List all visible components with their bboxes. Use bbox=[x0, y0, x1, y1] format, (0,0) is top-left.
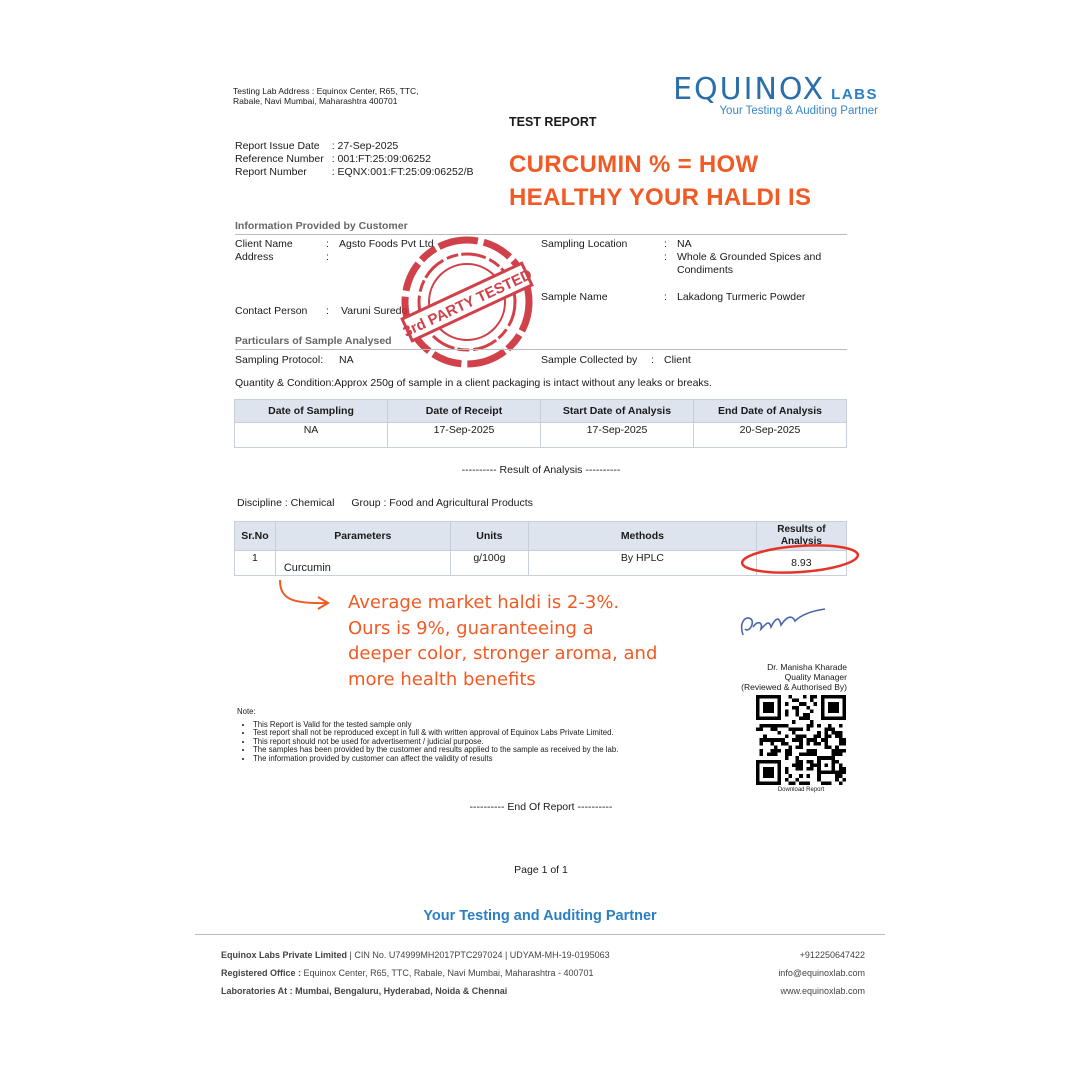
table-cell: 20-Sep-2025 bbox=[694, 423, 847, 448]
colon: : bbox=[326, 305, 329, 317]
annotation-line: Ours is 9%, guaranteeing a bbox=[348, 617, 594, 639]
table-cell: 17-Sep-2025 bbox=[541, 423, 694, 448]
table-header: Units bbox=[450, 522, 528, 551]
meta-label: Report Number bbox=[235, 166, 307, 178]
note-label: Note: bbox=[237, 707, 256, 716]
table-cell: 8.93 bbox=[756, 551, 846, 576]
contact-label: Contact Person bbox=[235, 305, 308, 317]
table-header: Sr.No bbox=[235, 522, 276, 551]
company-details: | CIN No. U74999MH2017PTC297024 | UDYAM-MH-19-0195063 bbox=[347, 950, 610, 960]
group-text: Group : Food and Agricultural Products bbox=[351, 497, 533, 509]
footer-tagline: Your Testing and Auditing Partner bbox=[423, 908, 657, 924]
page-number: Page 1 of 1 bbox=[514, 864, 568, 876]
table-header: Start Date of Analysis bbox=[541, 400, 694, 423]
colon: : bbox=[664, 238, 667, 250]
contact-value: Varuni Suredo bbox=[341, 305, 408, 317]
quantity-condition: Quantity & Condition:Approx 250g of sample in a client packaging is intact without any leaks or breaks. bbox=[235, 377, 712, 389]
signatory-role: Quality Manager bbox=[784, 672, 847, 682]
email-link[interactable]: info@equinoxlab.com bbox=[778, 968, 865, 978]
phone-number[interactable]: +912250647422 bbox=[799, 950, 865, 960]
footer-contact bbox=[778, 946, 865, 1000]
table-cell: By HPLC bbox=[529, 551, 757, 576]
collected-value: Client bbox=[664, 354, 691, 366]
result-heading: ---------- Result of Analysis ---------- bbox=[461, 464, 621, 476]
colon: : bbox=[326, 251, 329, 263]
table-cell: NA bbox=[235, 423, 388, 448]
lab-address: Testing Lab Address : Equinox Center, R65, TTC, Rabale, Navi Mumbai, Maharashtra 400701 bbox=[233, 86, 419, 106]
logo-name: EQUINOX bbox=[673, 72, 826, 107]
address-label: Address bbox=[235, 251, 274, 263]
sampling-location-value: NA bbox=[677, 238, 692, 250]
annotation-arrow bbox=[280, 580, 326, 603]
notes-block bbox=[237, 708, 618, 763]
meta-value: : 27-Sep-2025 bbox=[331, 140, 399, 152]
customer-section-heading: Information Provided by Customer bbox=[235, 220, 847, 235]
discipline-text: Discipline : Chemical bbox=[237, 497, 335, 509]
logo-tagline: Your Testing & Auditing Partner bbox=[719, 105, 878, 117]
list-item: • This Report is Valid for the tested sample only bbox=[253, 721, 618, 730]
sampling-location-label: Sampling Location bbox=[541, 238, 628, 250]
table-header: Date of Sampling bbox=[235, 400, 388, 423]
table-header: Date of Receipt bbox=[388, 400, 541, 423]
meta-label: Report Issue Date bbox=[235, 140, 320, 152]
website-link[interactable]: www.equinoxlab.com bbox=[780, 986, 865, 996]
logo-suffix: LABS bbox=[831, 86, 878, 103]
sample-name-value: Lakadong Turmeric Powder bbox=[677, 291, 806, 303]
headline-line: CURCUMIN % = HOW bbox=[509, 151, 759, 178]
table-header: Parameters bbox=[275, 522, 450, 551]
footer-company-info bbox=[221, 946, 610, 1000]
sample-name-label: Sample Name bbox=[541, 291, 608, 303]
category-value: Whole & Grounded Spices and Condiments bbox=[677, 251, 822, 276]
colon: : bbox=[651, 354, 654, 366]
colon: : bbox=[326, 238, 329, 250]
office-address: Equinox Center, R65, TTC, Rabale, Navi Mumbai, Maharashtra - 400701 bbox=[301, 968, 594, 978]
qr-caption: Download Report bbox=[777, 787, 825, 793]
notes-list bbox=[237, 721, 618, 764]
list-item: • This report should not be used for advertisement / judicial purpose. bbox=[253, 738, 618, 747]
colon: : bbox=[664, 291, 667, 303]
meta-label: Reference Number bbox=[235, 153, 324, 165]
signatory-note: (Reviewed & Authorised By) bbox=[741, 682, 847, 692]
annotation-line: deeper color, stronger aroma, and bbox=[348, 643, 658, 664]
signatory-block bbox=[741, 662, 847, 692]
annotation-line: Average market haldi is 2-3%. bbox=[348, 592, 620, 613]
list-item: • The samples has been provided by the customer and results applied to the sample as received by the lab. bbox=[253, 746, 618, 755]
protocol-value: NA bbox=[339, 354, 354, 366]
table-cell: g/100g bbox=[450, 551, 528, 576]
stamp-text: 3rd PARTY TESTED bbox=[400, 266, 535, 341]
end-of-report: ---------- End Of Report ---------- bbox=[469, 801, 613, 813]
table-cell: Curcumin bbox=[275, 551, 450, 576]
office-label: Registered Office : bbox=[221, 968, 302, 978]
table-header: Methods bbox=[529, 522, 757, 551]
table-cell: 1 bbox=[235, 551, 276, 576]
report-title: TEST REPORT bbox=[509, 115, 597, 129]
annotation-text bbox=[348, 590, 657, 692]
result-highlight-ellipse bbox=[741, 542, 859, 576]
client-name-label: Client Name bbox=[235, 238, 293, 250]
annotation-line: more health benefits bbox=[348, 668, 536, 690]
signatory-name: Dr. Manisha Kharade bbox=[767, 662, 847, 672]
table-header: Results of Analysis bbox=[756, 522, 846, 551]
collected-label: Sample Collected by bbox=[541, 354, 638, 366]
signature bbox=[735, 605, 830, 645]
protocol-label: Sampling Protocol: bbox=[235, 354, 324, 366]
list-item: • The information provided by customer can affect the validity of results bbox=[253, 755, 618, 764]
company-name: Equinox Labs Private Limited bbox=[221, 950, 348, 960]
colon: : bbox=[664, 251, 667, 263]
list-item: • Test report shall not be reproduced except in full & with written approval of Equinox Labs Private Limited. bbox=[253, 729, 618, 738]
meta-value: : 001:FT:25:09:06252 bbox=[331, 153, 431, 165]
laboratories: Laboratories At : Mumbai, Bengaluru, Hyderabad, Noida & Chennai bbox=[221, 986, 508, 996]
qr-code[interactable] bbox=[756, 695, 846, 785]
footer-divider bbox=[195, 934, 885, 935]
meta-value: : EQNX:001:FT:25:09:06252/B bbox=[331, 166, 474, 178]
headline-line: HEALTHY YOUR HALDI IS bbox=[509, 184, 812, 211]
client-name-value: Agsto Foods Pvt Ltd bbox=[339, 238, 434, 250]
table-cell: 17-Sep-2025 bbox=[388, 423, 541, 448]
sample-section-heading: Particulars of Sample Analysed bbox=[235, 335, 847, 350]
table-header: End Date of Analysis bbox=[694, 400, 847, 423]
